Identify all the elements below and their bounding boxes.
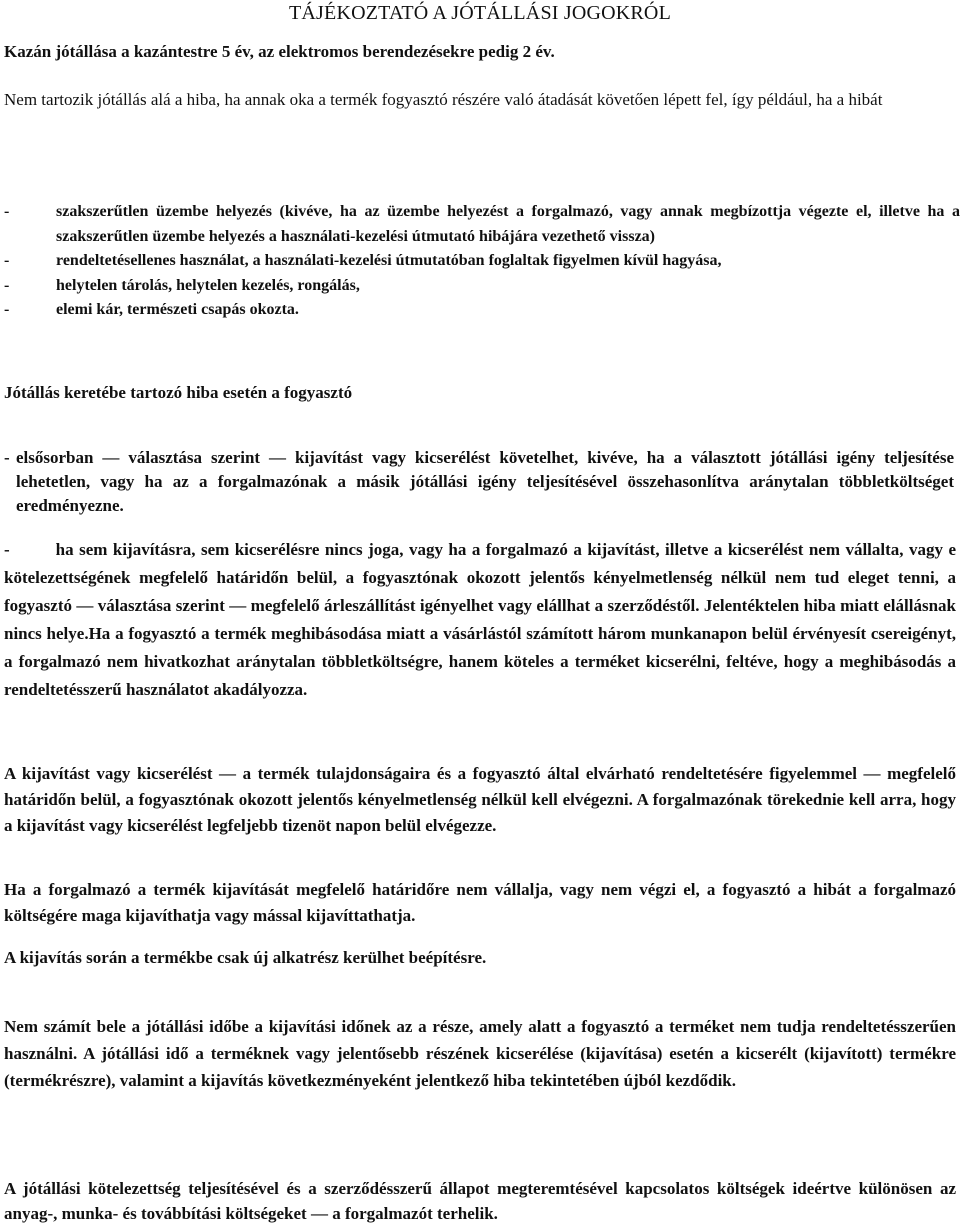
list-item xyxy=(4,200,960,249)
list-item xyxy=(4,274,960,299)
intro-line: Kazán jótállása a kazántestre 5 év, az elektromos berendezésekre pedig 2 év. xyxy=(4,42,555,61)
new-parts-paragraph: A kijavítás során a termékbe csak új alkatrész kerülhet beépítésre. xyxy=(4,948,487,967)
right-primary-text: elsősorban — választása szerint — kijavítást vagy kicserélést követelhet, kivéve, ha a választott jótállási igény teljesítése lehetetlen, vagy ha az a forgalmazónak a másik jótállási igény teljesítésével összehasonlítva aránytalan többletköltséget eredményezne. xyxy=(16,448,954,515)
exclusion-list xyxy=(4,200,960,323)
self-repair-paragraph: Ha a forgalmazó a termék kijavítását megfelelő határidőre nem vállalja, vagy nem végzi el, a fogyasztó a hibát a forgalmazó költségére maga kijavíthatja vagy mással kijavíttathatja. xyxy=(4,880,956,925)
list-item-text: rendeltetésellenes használat, a használati-kezelési útmutatóban foglaltak figyelmen kívül hagyása, xyxy=(56,252,722,269)
document-title: TÁJÉKOZTATÓ A JÓTÁLLÁSI JOGOKRÓL xyxy=(288,2,671,24)
right-primary xyxy=(4,446,954,518)
exclusion-intro: Nem tartozik jótállás alá a hiba, ha annak oka a termék fogyasztó részére való átadását követően lépett fel, így például, ha a hibát xyxy=(4,90,883,109)
period-paragraph: Nem számít bele a jótállási időbe a kijavítási időnek az a része, amely alatt a fogyasztó a terméket nem tudja rendeltetésszerűen használni. A jótállási idő a terméknek vagy jelentősebb részének kicserélése (kijavítása) esetén a kicserélt (kijavított) termékre (termékrészre), valamint a kijavítás következményeként jelentkező hiba tekintetében újból kezdődik. xyxy=(4,1017,956,1090)
list-item xyxy=(4,298,960,323)
rights-intro: Jótállás keretébe tartozó hiba esetén a fogyasztó xyxy=(4,383,353,402)
repair-paragraph: A kijavítást vagy kicserélést — a termék tulajdonságaira és a fogyasztó által elvárható rendeltetésére figyelemmel — megfelelő határidőn belül, a fogyasztónak okozott jelentős kényelmetlenség nélkül kell elvégezni. A forgalmazónak törekednie kell arra, hogy a kijavítást vagy kicserélést legfeljebb tizenöt napon belül elvégezze. xyxy=(4,764,956,835)
right-secondary xyxy=(4,536,956,704)
list-dash: - xyxy=(4,301,10,318)
list-item-text: elemi kár, természeti csapás okozta. xyxy=(56,301,299,318)
right-secondary-text: ha sem kijavításra, sem kicserélésre nincs joga, vagy ha a forgalmazó a kijavítást, illetve a kicserélést nem vállalta, vagy e kötelezettségének megfelelő határidőn belül, a fogyasztónak okozott jelentős kényelmetlenség nélkül nem tud eleget tenni, a fogyasztó — választása szerint — megfelelő árleszállítást igényelhet vagy elállhat a szerződéstől. Jelentéktelen hiba miatt elállásnak nincs helye.Ha a fogyasztó a termék meghibásodása miatt a vásárlástól számított három munkanapon belül érvényesít csereigényt, a forgalmazó nem hivatkozhat aránytalan többletköltségre, hanem köteles a terméket kicserélni, feltéve, hogy a meghibásodás a rendeltetésszerű használatot akadályozza. xyxy=(4,540,956,699)
list-dash: - xyxy=(4,252,10,269)
costs-paragraph: A jótállási kötelezettség teljesítésével és a szerződésszerű állapot megteremtésével kapcsolatos költségek ideértve különösen az anyag-, munka- és továbbítási költségeket — a forgalmazót terhelik. xyxy=(4,1179,956,1223)
list-dash: - xyxy=(4,448,10,467)
list-item xyxy=(4,249,960,274)
list-dash: - xyxy=(4,203,10,220)
list-item-text: szakszerűtlen üzembe helyezés (kivéve, ha az üzembe helyezést a forgalmazó, vagy annak megbízottja végezte el, illetve ha a szakszerűtlen üzembe helyezés a használati-kezelési útmutató hibájára vezethető vissza) xyxy=(56,203,960,245)
list-item-text: helytelen tárolás, helytelen kezelés, rongálás, xyxy=(56,276,360,294)
list-dash: - xyxy=(4,276,10,294)
list-dash: - xyxy=(4,540,10,559)
